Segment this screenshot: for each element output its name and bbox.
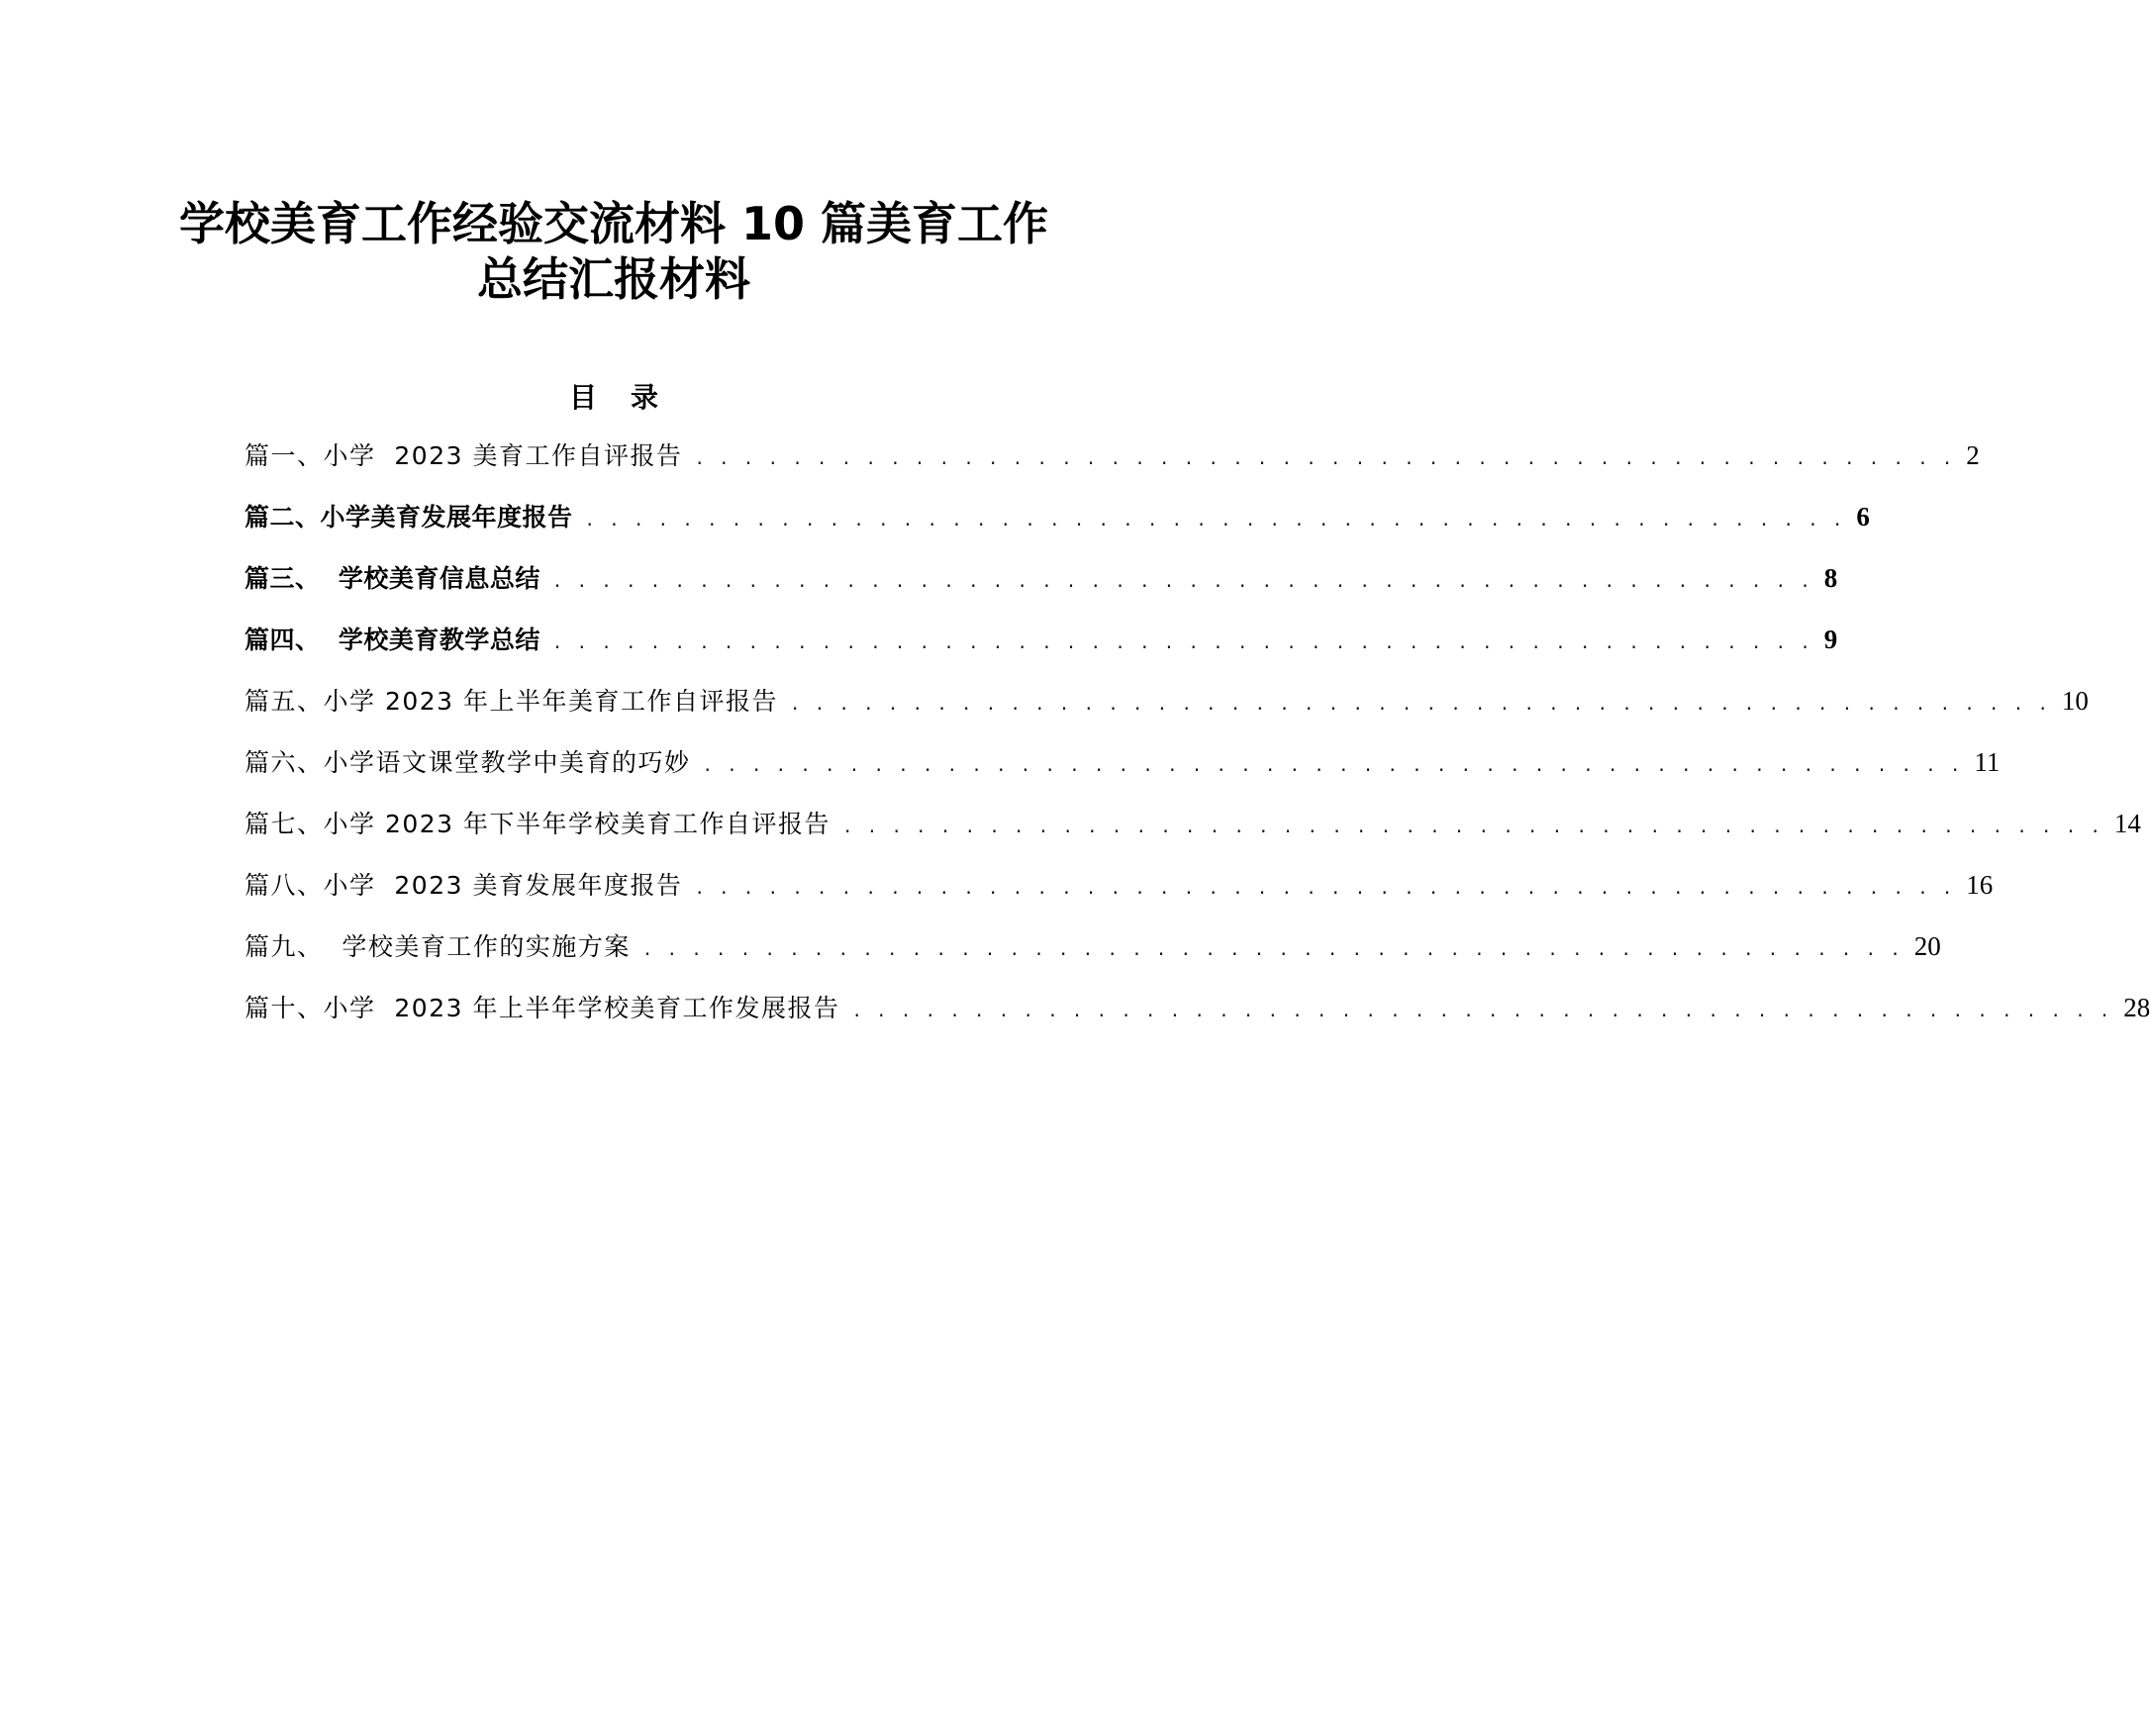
toc-entry-page: 2 (1966, 440, 1980, 470)
toc-entry-4[interactable] (244, 620, 1838, 681)
title-line-2: 总结汇报材料 (477, 252, 750, 306)
dot-leader: . . . . . . . . . . . . . . . . . . . . . . . . . . . . . . . . . . . . . . . . . . . . . . . . . . . . (643, 936, 1905, 960)
dot-leader: . . . . . . . . . . . . . . . . . . . . . . . . . . . . . . . . . . . . . . . . . . . . . . . . . . . . (792, 691, 2052, 715)
toc-entry-page: 14 (2113, 809, 2141, 838)
toc-entry-6[interactable] (244, 742, 2001, 804)
toc-entry-1[interactable] (244, 435, 1980, 497)
toc-heading: 目录 (568, 381, 692, 414)
toc-entry-label: 篇八、小学 2023 美育发展年度报告 (244, 871, 683, 900)
toc-entry-10[interactable] (244, 988, 2150, 1049)
toc-entry-3[interactable] (244, 558, 1838, 620)
toc-entry-label: 篇七、小学 2023 年下半年学校美育工作自评报告 (244, 810, 831, 838)
toc-entry-5[interactable] (244, 681, 2089, 742)
toc-entry-label: 篇十、小学 2023 年上半年学校美育工作发展报告 (244, 994, 840, 1022)
toc-entry-label: 篇一、小学 2023 美育工作自评报告 (244, 441, 683, 470)
title-line-1: 学校美育工作经验交流材料 10 篇美育工作 (178, 197, 1049, 250)
dot-leader: . . . . . . . . . . . . . . . . . . . . . . . . . . . . . . . . . . . . . . . . . . . . . . . . . . . . (553, 629, 1814, 653)
toc-entry-page: 6 (1856, 502, 1870, 531)
dot-leader: . . . . . . . . . . . . . . . . . . . . . . . . . . . . . . . . . . . . . . . . . . . . . . . . . . . . (553, 568, 1814, 592)
dot-leader: . . . . . . . . . . . . . . . . . . . . . . . . . . . . . . . . . . . . . . . . . . . . . . . . . . . . (586, 507, 1847, 530)
dot-leader: . . . . . . . . . . . . . . . . . . . . . . . . . . . . . . . . . . . . . . . . . . . . . . . . . . . . (844, 814, 2104, 837)
dot-leader: . . . . . . . . . . . . . . . . . . . . . . . . . . . . . . . . . . . . . . . . . . . . . . . . . . . . (853, 998, 2114, 1021)
toc-entry-label: 篇二、小学美育发展年度报告 (244, 503, 573, 531)
toc-entry-label: 篇四、 学校美育教学总结 (244, 626, 540, 654)
dot-leader: . . . . . . . . . . . . . . . . . . . . . . . . . . . . . . . . . . . . . . . . . . . . . . . . . . . . (696, 875, 1957, 899)
document-title (168, 196, 1059, 307)
toc-entry-page: 10 (2061, 686, 2089, 716)
dot-leader: . . . . . . . . . . . . . . . . . . . . . . . . . . . . . . . . . . . . . . . . . . . . . . . . . . . . (704, 752, 1965, 776)
toc-entry-label: 篇三、 学校美育信息总结 (244, 564, 540, 593)
table-of-contents (244, 435, 2150, 1049)
toc-entry-7[interactable] (244, 804, 2141, 865)
toc-entry-page: 16 (1966, 870, 1994, 900)
toc-entry-label: 篇五、小学 2023 年上半年美育工作自评报告 (244, 687, 779, 716)
toc-entry-page: 11 (1974, 747, 2001, 777)
toc-entry-page: 9 (1823, 625, 1838, 654)
dot-leader: . . . . . . . . . . . . . . . . . . . . . . . . . . . . . . . . . . . . . . . . . . . . . . . . . . . . (696, 445, 1957, 469)
toc-entry-8[interactable] (244, 865, 1994, 926)
toc-entry-page: 20 (1913, 931, 1941, 961)
toc-entry-label: 篇六、小学语文课堂教学中美育的巧妙 (244, 748, 691, 777)
toc-entry-label: 篇九、 学校美育工作的实施方案 (244, 932, 631, 961)
toc-entry-2[interactable] (244, 497, 1870, 558)
toc-entry-page: 8 (1823, 563, 1838, 593)
toc-entry-page: 28 (2123, 993, 2150, 1022)
toc-entry-9[interactable] (244, 926, 1941, 988)
